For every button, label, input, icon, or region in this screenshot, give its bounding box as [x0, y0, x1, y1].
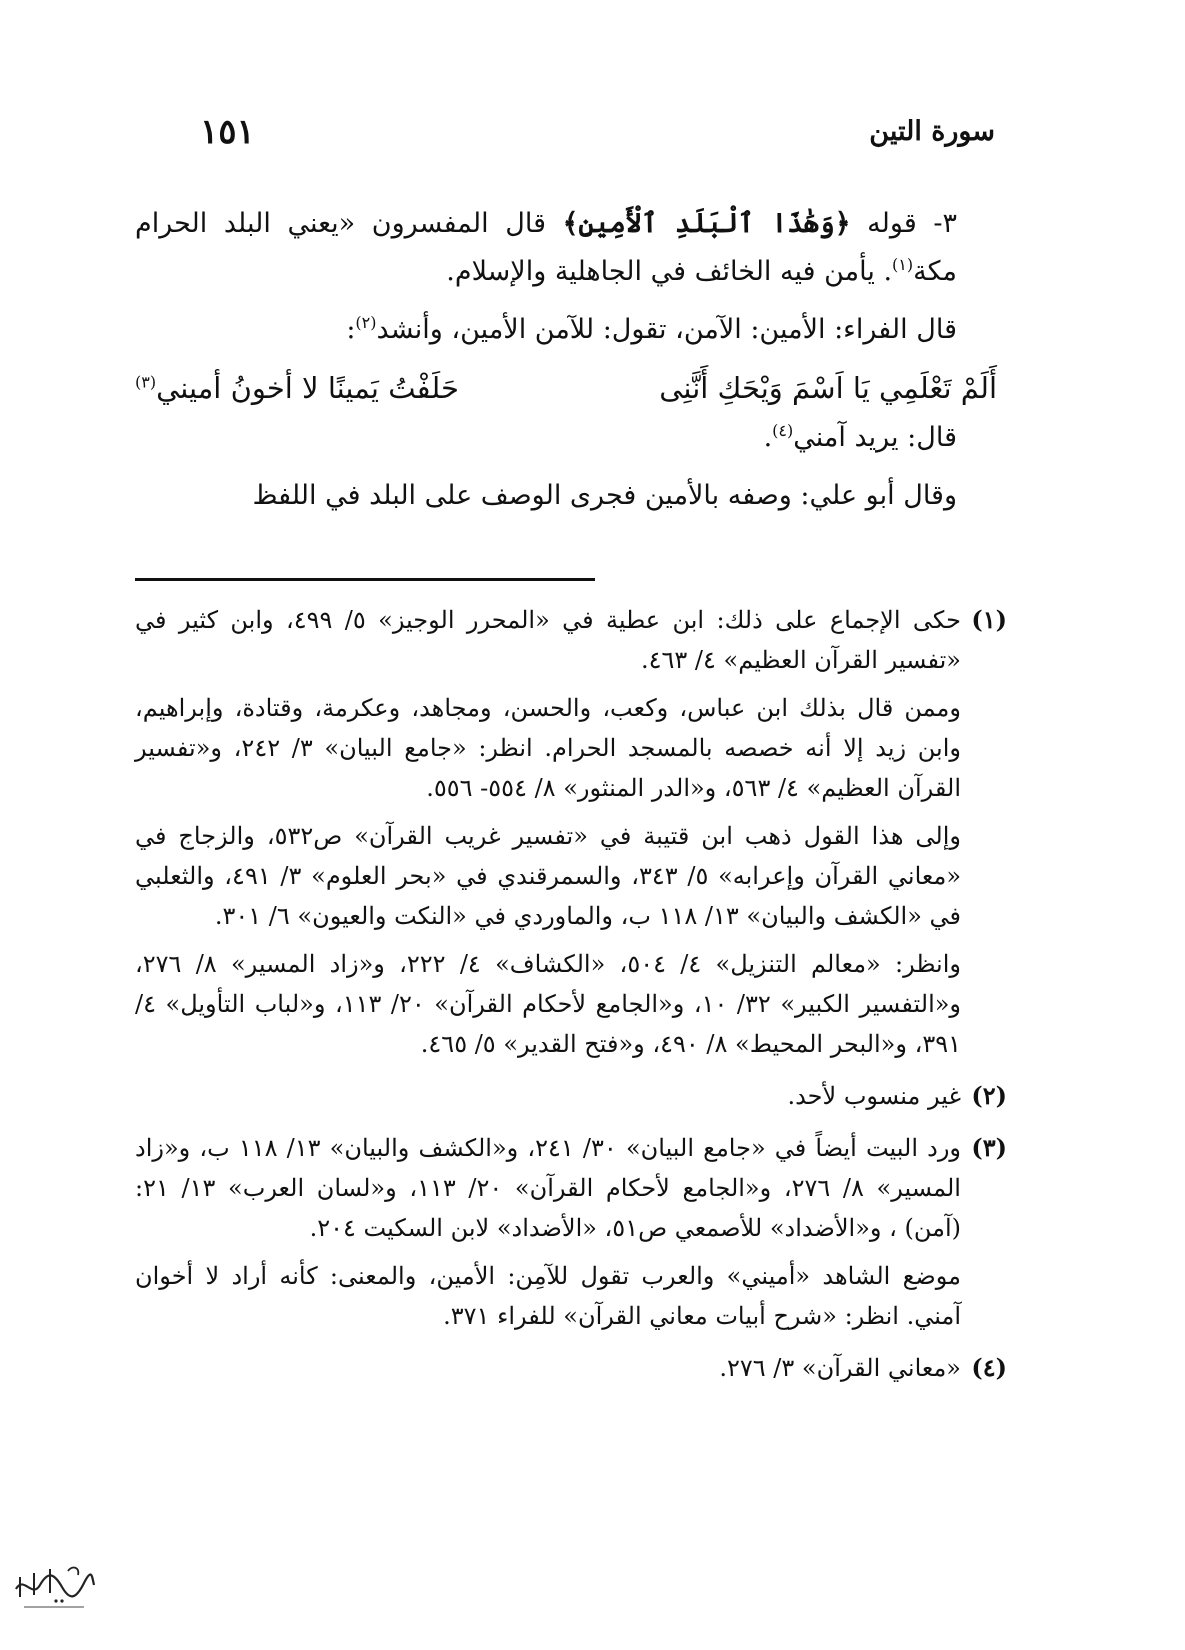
footnotes-section: [135, 600, 1007, 1400]
footnote-ref[interactable]: (٢): [355, 313, 377, 332]
paragraph-verse-commentary: [135, 200, 997, 296]
footnote-body: [135, 1128, 961, 1344]
footnote-paragraph: «معاني القرآن» ٣/ ٢٧٦.: [719, 1354, 961, 1382]
footnote-ref[interactable]: (٤): [772, 421, 794, 440]
footnote-2: [135, 1076, 1007, 1124]
footnote-paragraph: وانظر: «معالم التنزيل» ٤/ ٥٠٤، «الكشاف» ٤/ ٢٢٢، و«زاد المسير» ٨/ ٢٧٦، و«التفسير الكبير» ٣٢/ ١٠، و«الجامع لأحكام القرآن» ٢٠/ ١١٣، و«لباب التأويل» ٤/ ٣٩١، و«البحر المحيط» ٨/ ٤٩٠، و«فتح القدير» ٥/ ٤٦٥.: [135, 950, 962, 1058]
poetry-verse: [135, 364, 997, 412]
footnote-number: (٤): [971, 1353, 1007, 1382]
page-header: [200, 112, 995, 162]
footnote-number: (١): [971, 605, 1007, 634]
footnote-number: (٣): [971, 1133, 1007, 1162]
surah-title: سورة التين: [869, 116, 995, 147]
paragraph-text: :: [346, 314, 356, 345]
footnote-number: (٢): [971, 1081, 1007, 1110]
paragraph-text: . يأمن فيه الخائف في الجاهلية والإسلام.: [446, 256, 893, 287]
quran-quote: ﴿وَهَٰذَا ٱلْبَلَدِ ٱلْأَمِينِ﴾: [562, 208, 851, 239]
verse-text: حَلَفْتُ يَمينًا لا أخونُ أميني: [156, 371, 459, 405]
verse-second-hemistich: [135, 364, 459, 412]
footnote-paragraph: غير منسوب لأحد.: [787, 1082, 961, 1110]
footnote-divider: [135, 578, 595, 581]
footnote-3: [135, 1128, 1007, 1344]
footnote-paragraph: وإلى هذا القول ذهب ابن قتيبة في «تفسير غريب القرآن» ص٥٣٢، والزجاج في «معاني القرآن وإعرابه» ٥/ ٣٤٣، والسمرقندي في «بحر العلوم» ٣/ ٤٩١، والثعلبي في «الكشف والبيان» ١٣/ ١١٨ ب، والماوردي في «النكت والعيون» ٦/ ٣٠١.: [135, 822, 962, 930]
paragraph-text: قال المفسرون «يعني البلد الحرام مكة: [135, 208, 957, 287]
paragraph-text: قال: يريد آمني: [793, 422, 957, 453]
footnote-4: [135, 1348, 1007, 1396]
footnote-paragraph: حكى الإجماع على ذلك: ابن عطية في «المحرر الوجيز» ٥/ ٤٩٩، وابن كثير في «تفسير القرآن العظيم» ٤/ ٤٦٣.: [135, 606, 961, 674]
paragraph-farra: [135, 306, 997, 354]
paragraph-text: قال الفراء: الأمين: الآمن، تقول: للآمن الأمين، وأنشد: [376, 314, 957, 345]
verse-first-hemistich: أَلَمْ تَعْلَمِي يَا اَسْمَ وَيْحَكِ أَنَّنِى: [659, 371, 997, 405]
footnote-paragraph: موضع الشاهد «أميني» والعرب تقول للآمِن: الأمين، والمعنى: كأنه أراد لا أخوان آمني. انظر: «شرح أبيات معاني القرآن» للفراء ٣٧١.: [135, 1262, 961, 1330]
main-text: [135, 200, 997, 530]
footnote-body: [135, 1076, 961, 1124]
footnote-body: [135, 600, 961, 1072]
footnote-body: [135, 1348, 961, 1396]
paragraph-text: .: [763, 422, 773, 453]
paragraph-abu-ali: وقال أبو علي: وصفه بالأمين فجرى الوصف على البلد في اللفظ: [252, 480, 957, 511]
library-stamp-logo: [10, 1555, 98, 1615]
footnote-paragraph: وممن قال بذلك ابن عباس، وكعب، والحسن، ومجاهد، وعكرمة، وقتادة، وإبراهيم، وابن زيد إلا أنه خصصه بالمسجد الحرام. انظر: «جامع البيان» ٣/ ٢٤٢، و«تفسير القرآن العظيم» ٤/ ٥٦٣، و«الدر المنثور» ٨/ ٥٥٤- ٥٥٦.: [135, 694, 962, 802]
footnote-ref[interactable]: (٣): [135, 372, 157, 392]
footnote-paragraph: ورد البيت أيضاً في «جامع البيان» ٣٠/ ٢٤١، و«الكشف والبيان» ١٣/ ١١٨ ب، و«زاد المسير» ٨/ ٢٧٦، و«الجامع لأحكام القرآن» ٢٠/ ١١٣، و«لسان العرب» ١٣/ ٢١: (آمن) ، و«الأضداد» للأصمعي ص٥١، «الأضداد» لابن السكيت ٢٠٤.: [135, 1134, 962, 1242]
page-number: ١٥١: [200, 112, 255, 152]
footnote-1: [135, 600, 1007, 1072]
paragraph-text: ٣- قوله: [850, 208, 957, 239]
paragraph-amini: [135, 414, 997, 462]
footnote-ref[interactable]: (١): [892, 255, 914, 274]
